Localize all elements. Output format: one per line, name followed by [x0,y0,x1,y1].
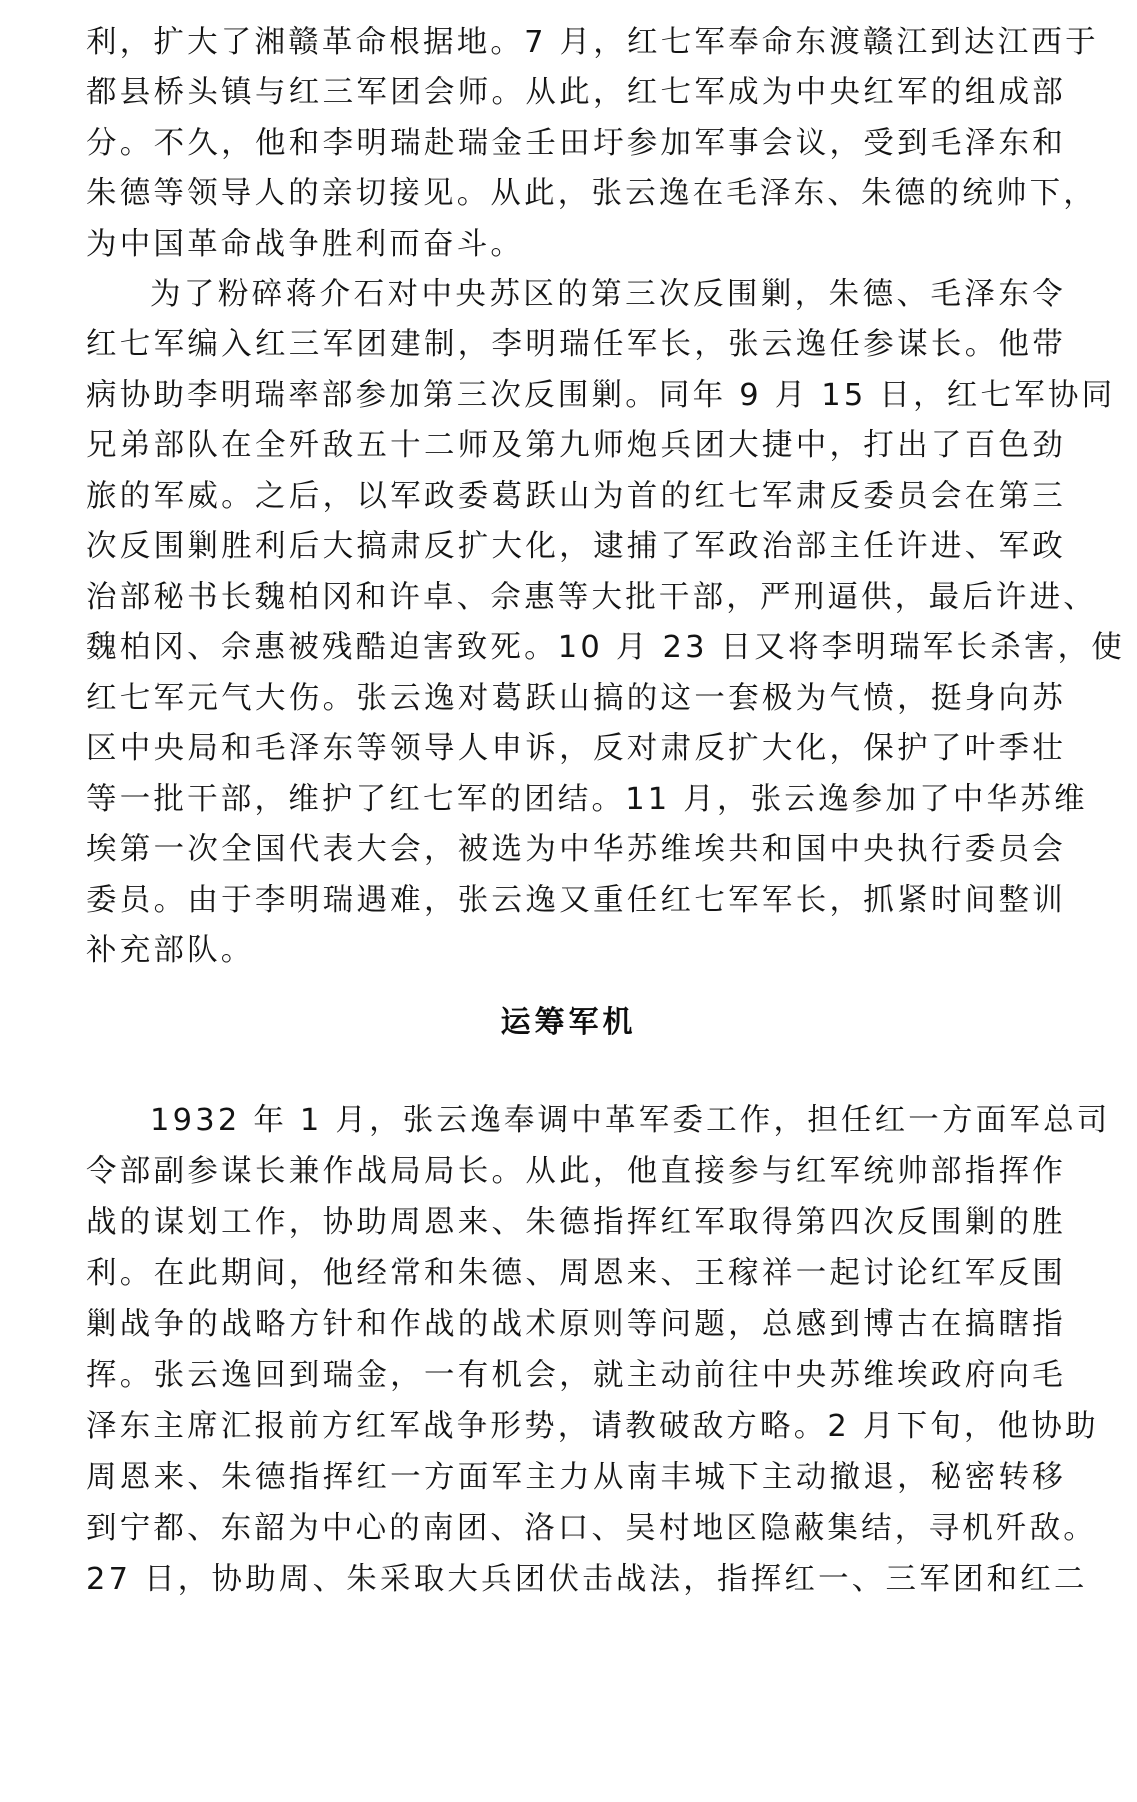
text-line: 周恩来、朱德指挥红一方面军主力从南丰城下主动撤退，秘密转移 [86,1460,1066,1495]
text-line: 红七军编入红三军团建制，李明瑞任军长，张云逸任参谋长。他带 [86,327,1066,362]
text-line: 利，扩大了湘赣革命根据地。7 月，红七军奉命东渡赣江到达江西于 [86,25,1099,60]
text-line: 泽东主席汇报前方红军战争形势，请教破敌方略。2 月下旬，他协助 [86,1409,1099,1444]
text-line: 委员。由于李明瑞遇难，张云逸又重任红七军军长，抓紧时间整训 [86,883,1066,918]
text-line: 分。不久，他和李明瑞赴瑞金壬田圩参加军事会议，受到毛泽东和 [86,126,1066,161]
text-line: 朱德等领导人的亲切接见。从此，张云逸在毛泽东、朱德的统帅下， [86,176,1097,211]
text-line: 补充部队。 [86,933,255,968]
text-line: 红七军元气大伤。张云逸对葛跃山搞的这一套极为气愤，挺身向苏 [86,681,1066,716]
text-line: 都县桥头镇与红三军团会师。从此，红七军成为中央红军的组成部 [86,75,1066,110]
text-line: 治部秘书长魏柏冈和许卓、佘惠等大批干部，严刑逼供，最后许进、 [86,580,1097,615]
text-line: 埃第一次全国代表大会，被选为中华苏维埃共和国中央执行委员会 [86,832,1066,867]
text-line: 魏柏冈、佘惠被残酷迫害致死。10 月 23 日又将李明瑞军长杀害，使 [86,630,1126,665]
text-line: 令部副参谋长兼作战局局长。从此，他直接参与红军统帅部指挥作 [86,1154,1066,1189]
text-line: 为了粉碎蒋介石对中央苏区的第三次反围剿，朱德、毛泽东令 [150,277,1066,312]
text-line: 27 日，协助周、朱采取大兵团伏击战法，指挥红一、三军团和红二 [86,1562,1088,1597]
text-line: 病协助李明瑞率部参加第三次反围剿。同年 9 月 15 日，红七军协同 [86,378,1116,413]
text-line: 兄弟部队在全歼敌五十二师及第九师炮兵团大捷中，打出了百色劲 [86,428,1066,463]
text-line: 剿战争的战略方针和作战的战术原则等问题，总感到博古在搞瞎指 [86,1307,1066,1342]
text-line: 到宁都、东韶为中心的南团、洛口、吴村地区隐蔽集结，寻机歼敌。 [86,1511,1097,1546]
text-line: 为中国革命战争胜利而奋斗。 [86,227,525,262]
text-line: 1932 年 1 月，张云逸奉调中革军委工作，担任红一方面军总司 [150,1103,1111,1138]
text-line: 战的谋划工作，协助周恩来、朱德指挥红军取得第四次反围剿的胜 [86,1205,1066,1240]
text-line: 旅的军威。之后，以军政委葛跃山为首的红七军肃反委员会在第三 [86,479,1066,514]
text-line: 利。在此期间，他经常和朱德、周恩来、王稼祥一起讨论红军反围 [86,1256,1066,1291]
text-line: 等一批干部，维护了红七军的团结。11 月，张云逸参加了中华苏维 [86,782,1088,817]
section-heading: 运筹军机 [500,1005,637,1040]
text-line: 挥。张云逸回到瑞金，一有机会，就主动前往中央苏维埃政府向毛 [86,1358,1066,1393]
text-line: 区中央局和毛泽东等领导人申诉，反对肃反扩大化，保护了叶季壮 [86,731,1066,766]
text-line: 次反围剿胜利后大搞肃反扩大化，逮捕了军政治部主任许进、军政 [86,529,1066,564]
